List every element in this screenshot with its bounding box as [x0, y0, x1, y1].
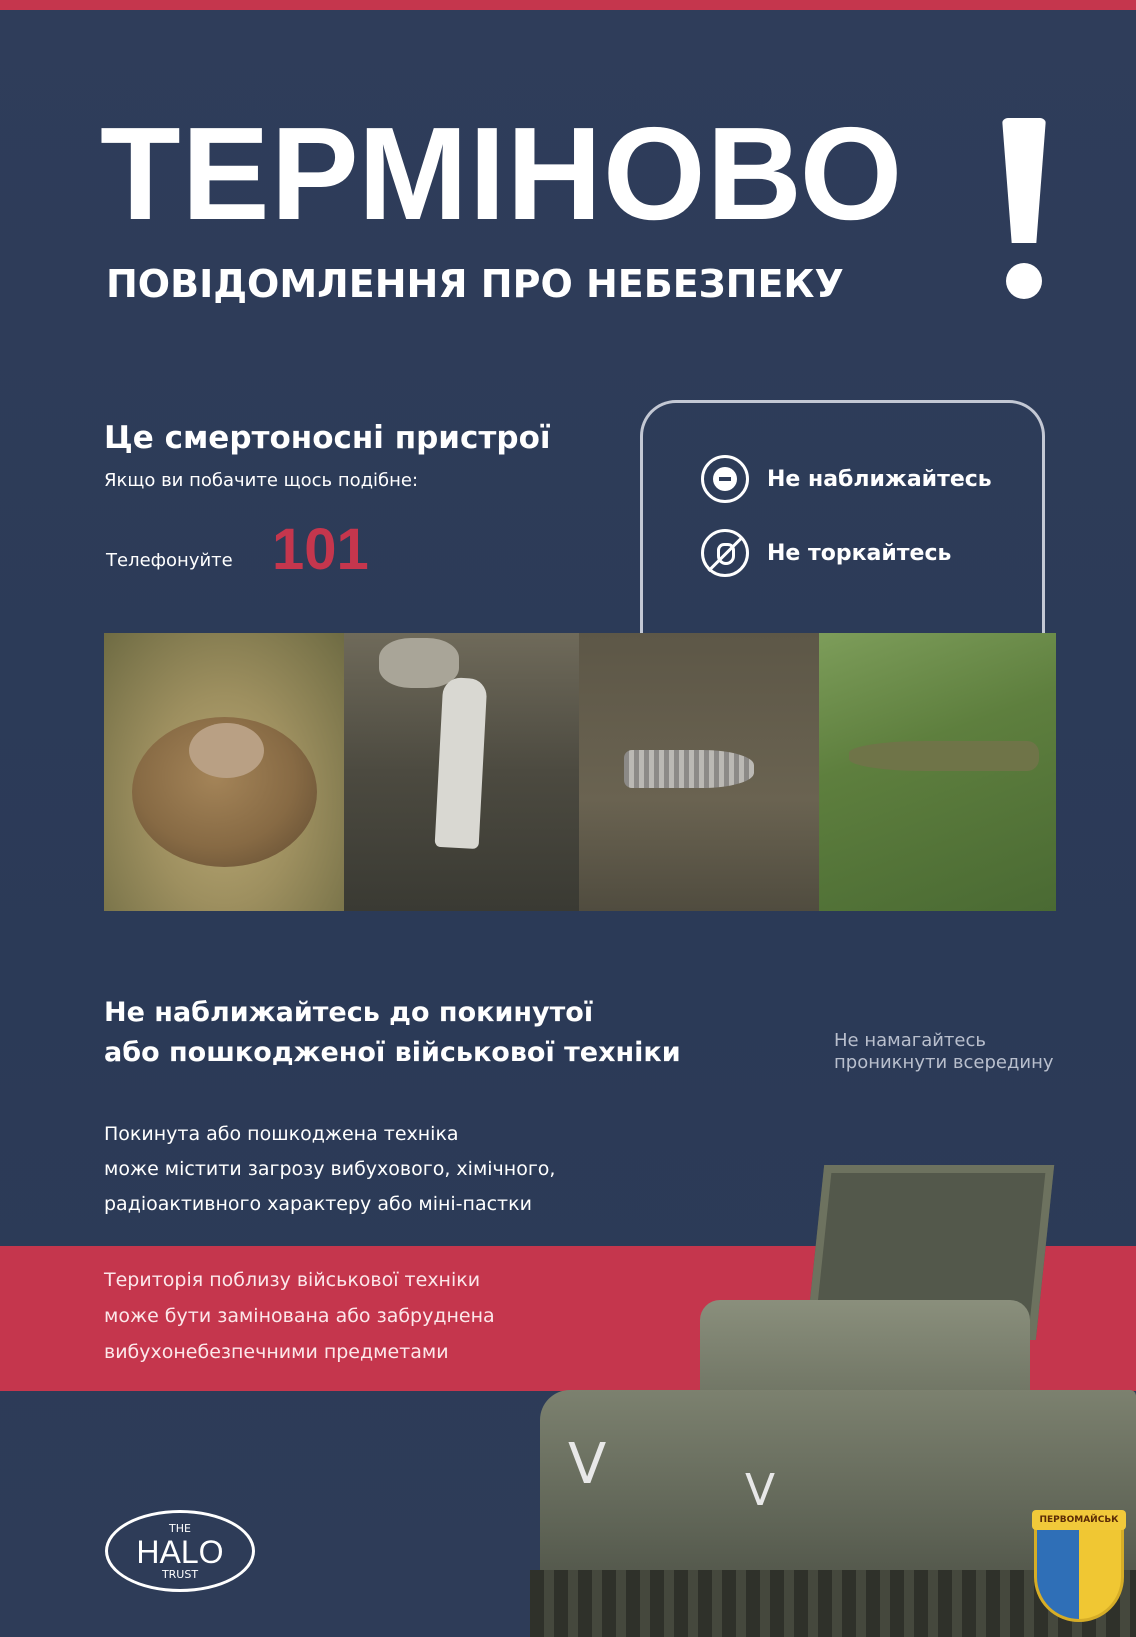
exclamation-icon	[1002, 118, 1046, 308]
v-mark: V	[745, 1465, 776, 1516]
vehicle-heading-line: або пошкодженої військової техніки	[104, 1037, 681, 1068]
page-title: ТЕРМІНОВО	[100, 100, 904, 247]
warning-label: Не наближайтесь	[767, 466, 992, 492]
shell-shape	[435, 677, 488, 849]
photo-anti-tank-mine	[104, 633, 344, 911]
devices-subtitle: Якщо ви побачите щось подібне:	[104, 470, 419, 491]
logo-text-bottom: TRUST	[161, 1568, 199, 1581]
vehicle-heading-line: Не наближайтесь до покинутої	[104, 997, 594, 1028]
emblem-ribbon: ПЕРВОМАЙСЬК	[1032, 1510, 1126, 1530]
emergency-number: 101	[272, 517, 369, 582]
logo-text-middle: HALO	[136, 1534, 224, 1570]
side-note-line: Не намагайтесь	[834, 1030, 986, 1051]
city-emblem	[1032, 1504, 1126, 1624]
body-line: радіоактивного характеру або міні-пастки	[104, 1193, 532, 1215]
shell-shape	[624, 750, 754, 788]
band-line: вибухонебезпечними предметами	[104, 1341, 449, 1363]
vehicle-body-text	[104, 1117, 555, 1222]
emblem-shield	[1034, 1526, 1124, 1622]
warning-label: Не торкайтесь	[767, 540, 952, 566]
side-note-line: проникнути всередину	[834, 1052, 1054, 1073]
red-band-text	[104, 1262, 495, 1370]
warning-item-touch	[701, 529, 951, 577]
vehicle-heading	[104, 993, 681, 1073]
body-line: може містити загрозу вибухового, хімічного,	[104, 1158, 556, 1180]
top-stripe	[0, 0, 1136, 10]
no-touch-icon	[701, 529, 749, 577]
no-entry-icon	[701, 455, 749, 503]
devices-title: Це смертоносні пристрої	[104, 420, 551, 456]
band-line: може бути замінована або забруднена	[104, 1305, 495, 1327]
shell-shape	[849, 741, 1039, 771]
side-note	[834, 1030, 1054, 1074]
photo-mortar-fin	[579, 633, 819, 911]
exclamation-dot	[1006, 263, 1042, 299]
logo-text-top: THE	[169, 1522, 191, 1535]
halo-trust-logo	[105, 1510, 255, 1592]
page-subtitle: ПОВІДОМЛЕННЯ ПРО НЕБЕЗПЕКУ	[106, 262, 844, 306]
photo-white-shell	[344, 633, 579, 911]
warning-item-approach	[701, 455, 992, 503]
call-label: Телефонуйте	[106, 550, 233, 571]
warning-box	[640, 400, 1045, 645]
rock	[379, 638, 459, 688]
ordnance-photos	[104, 633, 1056, 911]
body-line: Покинута або пошкоджена техніка	[104, 1123, 459, 1145]
exclamation-bar	[1002, 118, 1046, 243]
band-line: Територія поблизу військової техніки	[104, 1269, 481, 1291]
v-mark: V	[568, 1432, 607, 1497]
mine-fuse	[189, 723, 264, 778]
photo-green-shell	[819, 633, 1056, 911]
